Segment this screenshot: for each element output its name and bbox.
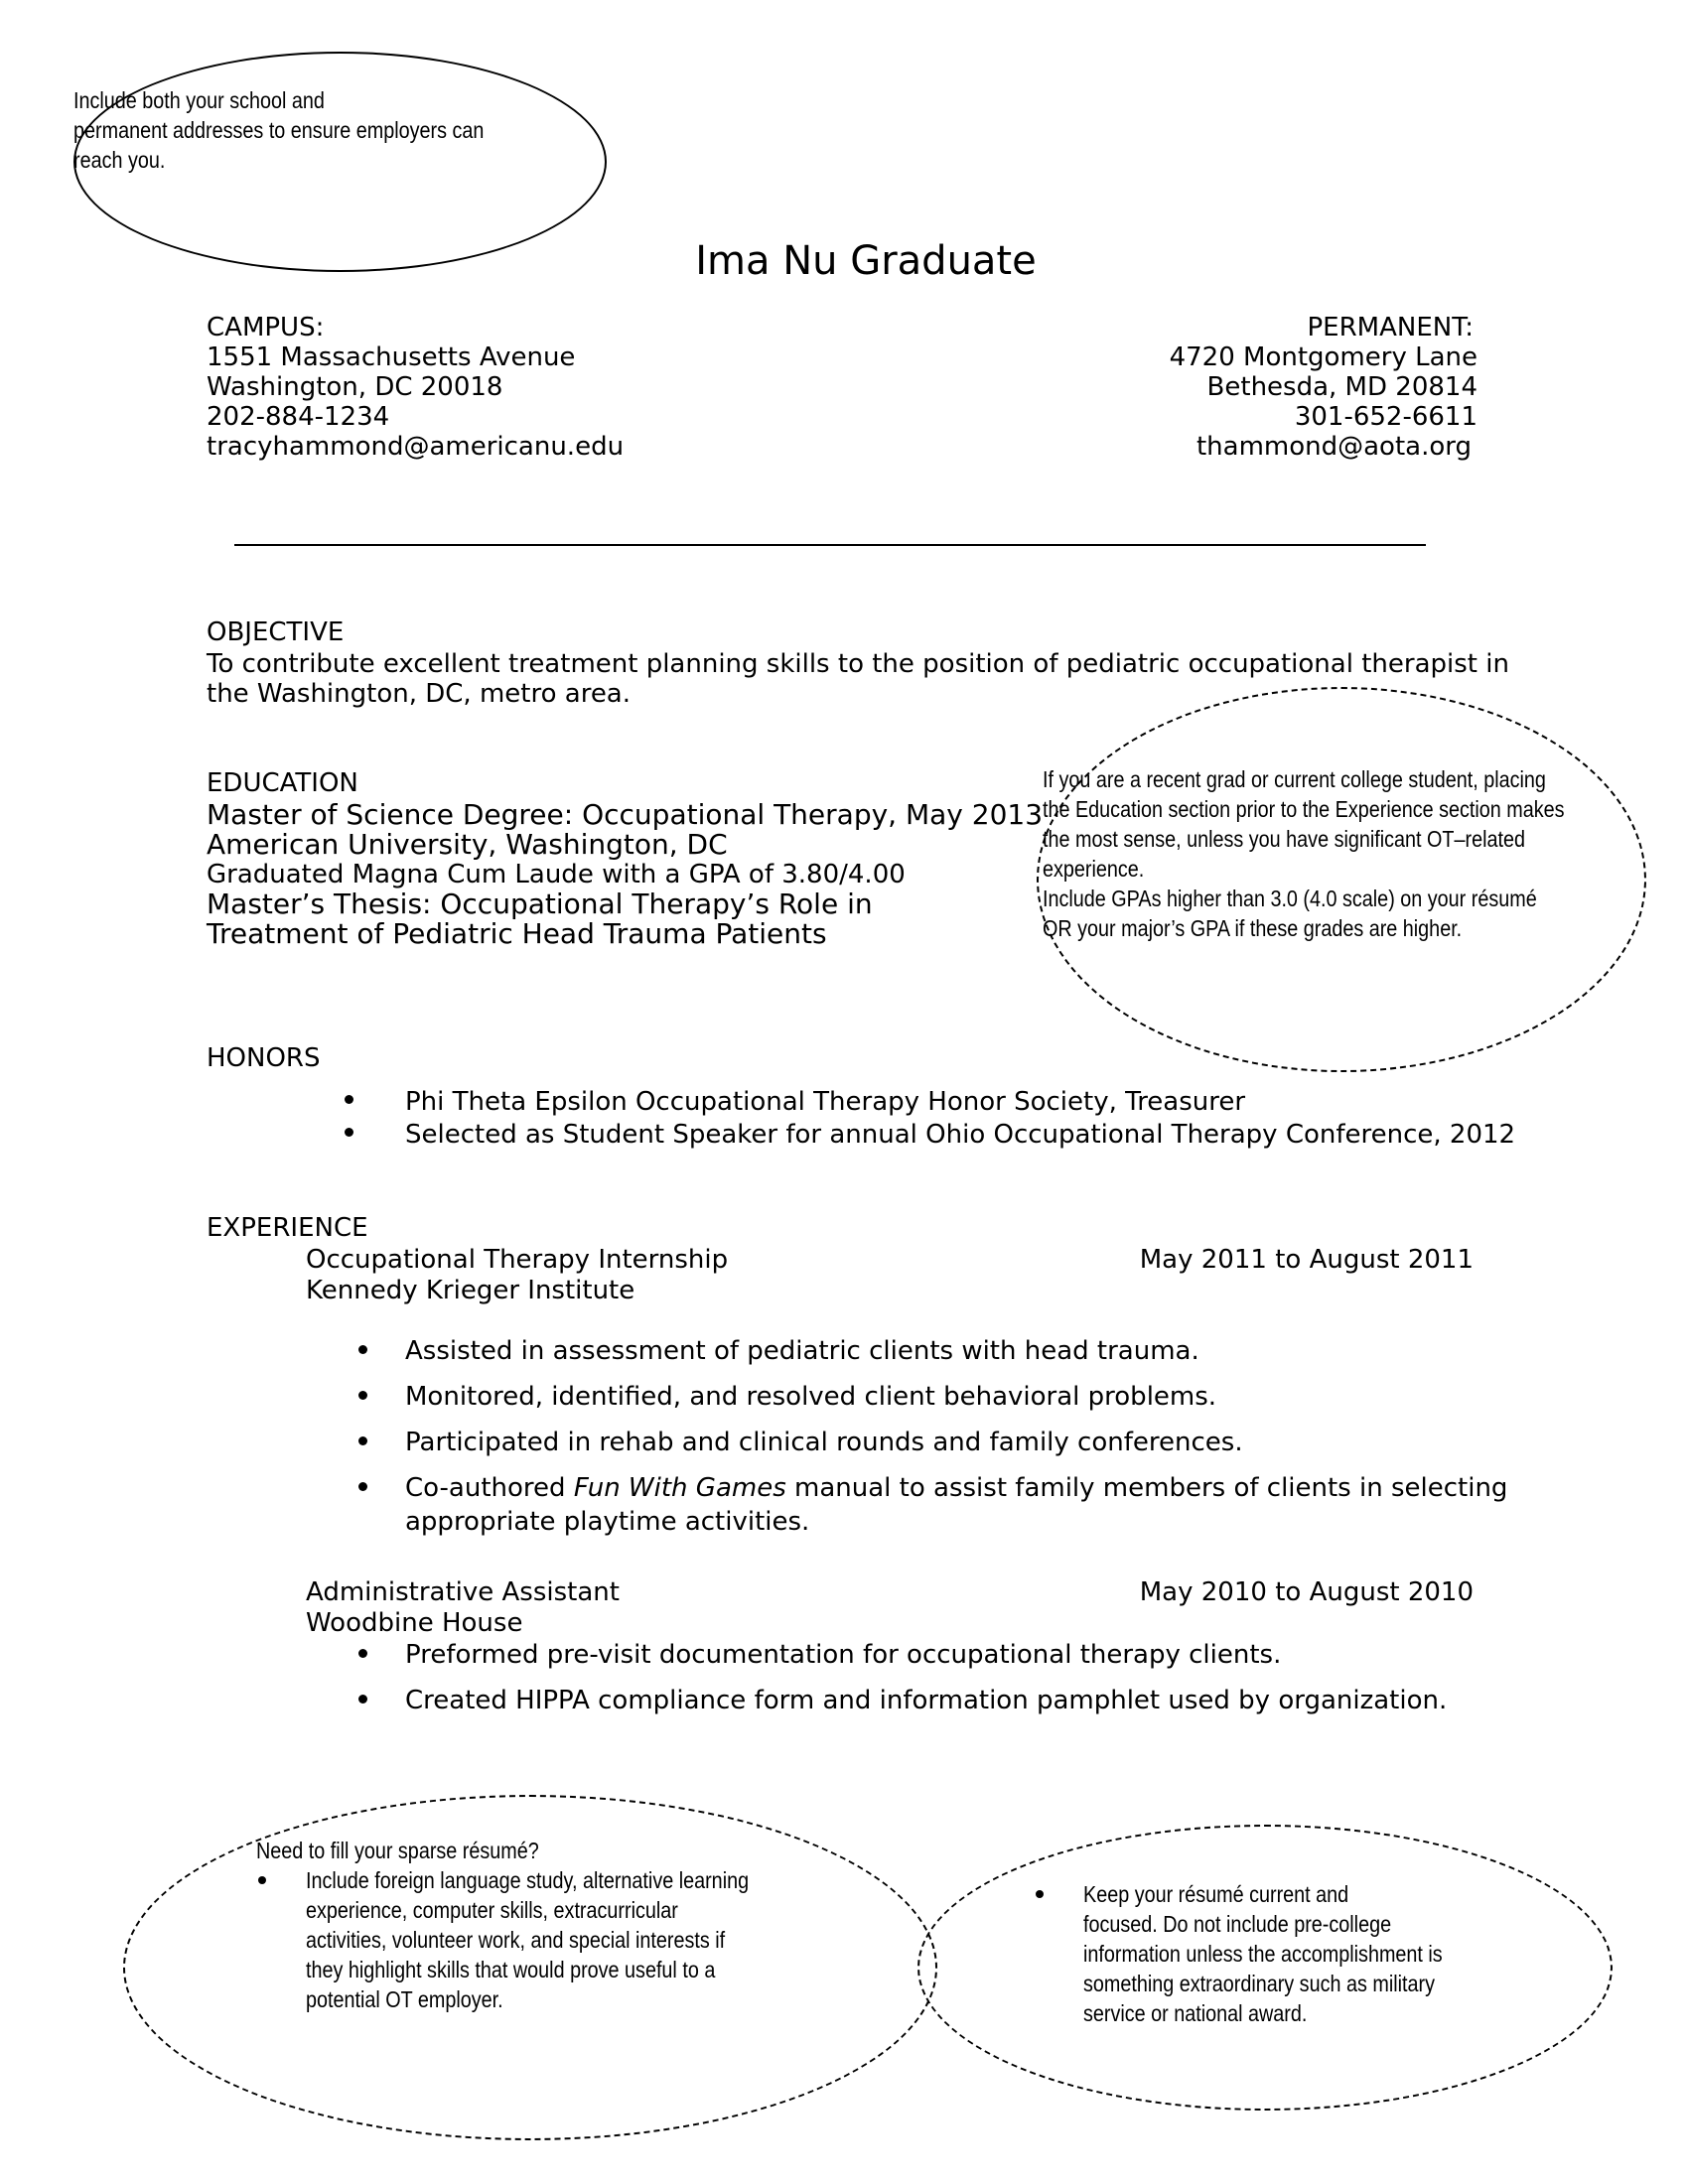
- bullet-dot: [358, 1695, 367, 1704]
- job-bullet: Participated in rehab and clinical rounds and family conferences.: [405, 1428, 1243, 1457]
- callout-current-text: [1083, 1879, 1443, 2028]
- bullet-dot: [345, 1128, 353, 1137]
- callout-line: Include GPAs higher than 3.0 (4.0 scale) on your résumé: [1043, 886, 1537, 911]
- bullet-dot: [358, 1649, 367, 1658]
- bullet-dot: [258, 1876, 266, 1884]
- honors-item: Phi Theta Epsilon Occupational Therapy Honor Society, Treasurer: [405, 1087, 1246, 1117]
- job-bullet: Monitored, identified, and resolved client behavioral problems.: [405, 1382, 1217, 1412]
- campus-email: tracyhammond@americanu.edu: [207, 432, 625, 462]
- job-bullet-continuation: appropriate playtime activities.: [405, 1507, 810, 1537]
- callout-line: focused. Do not include pre-college: [1083, 1911, 1392, 1937]
- campus-phone: 202-884-1234: [207, 402, 390, 432]
- callout-line: If you are a recent grad or current college student, placing: [1043, 766, 1546, 792]
- education-school: American University, Washington, DC: [207, 828, 728, 861]
- callout-sparse-title: Need to fill your sparse résumé?: [256, 1838, 539, 1863]
- callout-line: service or national award.: [1083, 2000, 1308, 2026]
- resume-name: Ima Nu Graduate: [695, 238, 1037, 284]
- education-honors: Graduated Magna Cum Laude with a GPA of 3.80/4.00: [207, 860, 906, 889]
- honors-heading: HONORS: [207, 1043, 321, 1073]
- job-bullet: Preformed pre-visit documentation for occupational therapy clients.: [405, 1640, 1282, 1670]
- permanent-phone: 301-652-6611: [1294, 402, 1477, 432]
- job-org: Woodbine House: [306, 1608, 523, 1638]
- callout-line: experience.: [1043, 856, 1145, 882]
- callout-line: reach you.: [73, 147, 166, 173]
- callout-line: the most sense, unless you have significant OT–related: [1043, 826, 1525, 852]
- campus-address: [207, 313, 624, 462]
- job-dates: May 2010 to August 2010: [1139, 1577, 1474, 1607]
- campus-label: CAMPUS:: [207, 313, 325, 342]
- education-thesis: Master’s Thesis: Occupational Therapy’s Role in: [207, 887, 873, 920]
- permanent-email: thammond@aota.org: [1196, 432, 1472, 462]
- job-org: Kennedy Krieger Institute: [306, 1276, 635, 1305]
- education-degree: Master of Science Degree: Occupational Therapy, May 2013: [207, 798, 1044, 831]
- callout-line: Include both your school and: [73, 87, 325, 113]
- objective-heading: OBJECTIVE: [207, 617, 345, 647]
- permanent-address: [1170, 313, 1477, 462]
- callout-line: permanent addresses to ensure employers can: [73, 117, 485, 143]
- campus-city: Washington, DC 20018: [207, 372, 503, 402]
- experience-heading: EXPERIENCE: [207, 1213, 368, 1243]
- permanent-label: PERMANENT:: [1307, 313, 1474, 342]
- callout-line: something extraordinary such as military: [1083, 1971, 1435, 1996]
- job-bullet: Assisted in assessment of pediatric clients with head trauma.: [405, 1336, 1199, 1366]
- callout-line: activities, volunteer work, and special interests if: [306, 1927, 726, 1953]
- callout-line: potential OT employer.: [306, 1986, 503, 2012]
- bullet-dot: [358, 1482, 367, 1491]
- job-bullet-text: Co-authored: [405, 1473, 574, 1503]
- callout-line: experience, computer skills, extracurricular: [306, 1897, 678, 1923]
- callout-line: information unless the accomplishment is: [1083, 1941, 1443, 1967]
- permanent-street: 4720 Montgomery Lane: [1169, 342, 1477, 372]
- callout-line: OR your major’s GPA if these grades are higher.: [1043, 915, 1463, 941]
- honors-item: Selected as Student Speaker for annual Ohio Occupational Therapy Conference, 2012: [405, 1120, 1516, 1150]
- objective-line: the Washington, DC, metro area.: [207, 679, 632, 709]
- callout-line: Keep your résumé current and: [1083, 1881, 1349, 1907]
- campus-street: 1551 Massachusetts Avenue: [207, 342, 576, 372]
- bullet-dot: [1036, 1890, 1044, 1898]
- job-bullet-text: manual to assist family members of clients in selecting: [785, 1473, 1508, 1503]
- education-body: [207, 800, 1043, 949]
- callout-sparse-text: [306, 1865, 749, 2014]
- job-bullet: [405, 1473, 1507, 1503]
- manual-title: Fun With Games: [573, 1473, 786, 1503]
- bullet-dot: [358, 1391, 367, 1400]
- callout-addresses-text: [73, 85, 484, 175]
- callout-line: they highlight skills that would prove useful to a: [306, 1957, 716, 1982]
- bullet-dot: [345, 1095, 353, 1104]
- job-title: Occupational Therapy Internship: [306, 1245, 729, 1275]
- job-dates: May 2011 to August 2011: [1139, 1245, 1474, 1275]
- callout-education-text: [1043, 764, 1565, 943]
- objective-line: To contribute excellent treatment planning skills to the position of pediatric occupational therapist in: [207, 649, 1509, 679]
- job-bullet: Created HIPPA compliance form and information pamphlet used by organization.: [405, 1686, 1448, 1715]
- job-title: Administrative Assistant: [306, 1577, 620, 1607]
- education-heading: EDUCATION: [207, 768, 358, 798]
- header-divider: [234, 544, 1426, 546]
- education-thesis: Treatment of Pediatric Head Trauma Patients: [207, 917, 827, 950]
- permanent-city: Bethesda, MD 20814: [1206, 372, 1477, 402]
- bullet-dot: [358, 1345, 367, 1354]
- bullet-dot: [358, 1436, 367, 1445]
- callout-line: Include foreign language study, alternative learning: [306, 1867, 750, 1893]
- objective-text: [207, 649, 1509, 709]
- callout-line: the Education section prior to the Experience section makes: [1043, 796, 1565, 822]
